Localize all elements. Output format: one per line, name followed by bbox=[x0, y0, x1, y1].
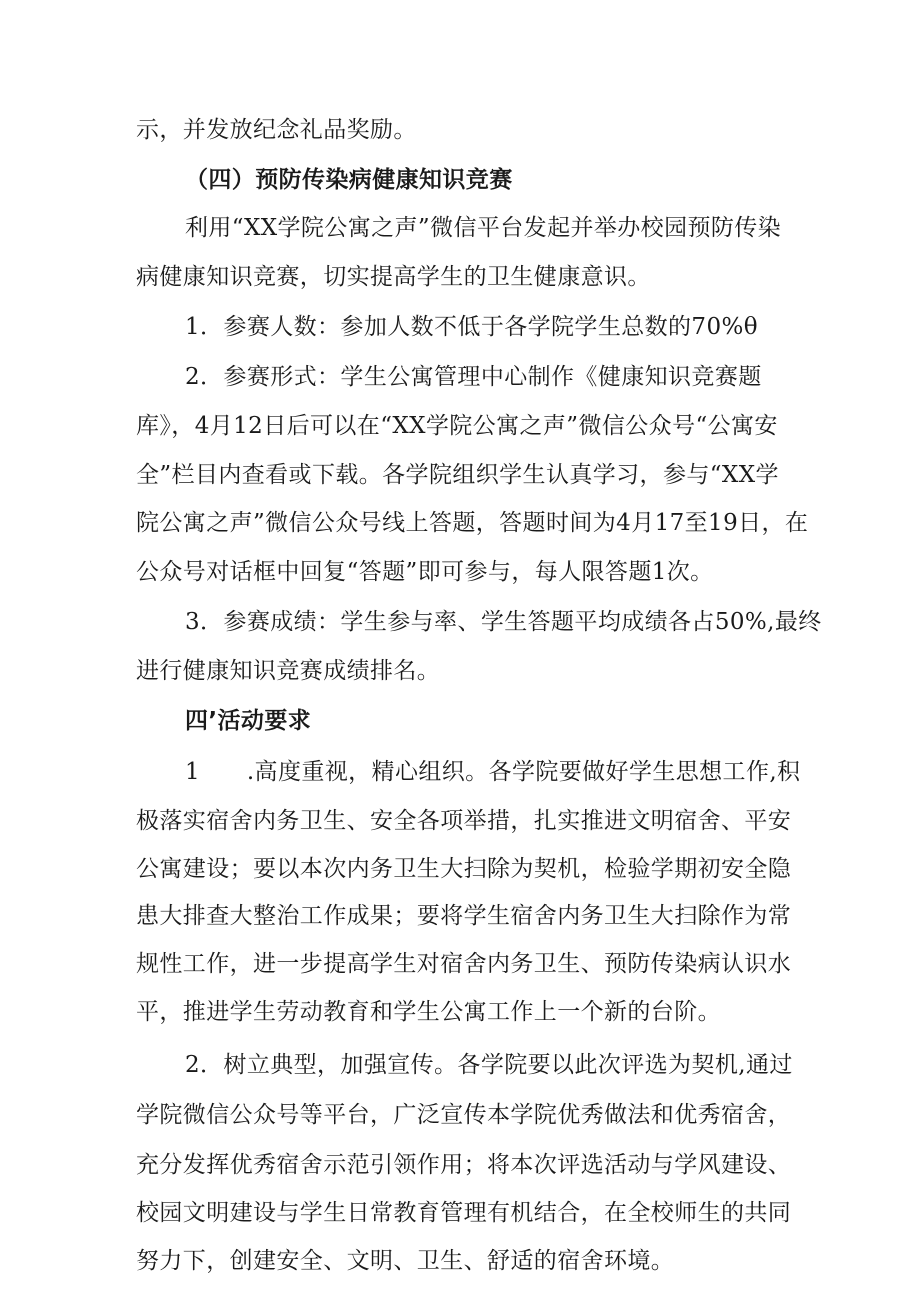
requirement-2-line-1: 2．树立典型，加强宣传。各学院要以此次评选为契机,通过 bbox=[185, 1052, 793, 1078]
requirement-1-line-3: 公寓建设；要以本次内务卫生大扫除为契机，检验学期初安全隐 bbox=[136, 856, 792, 882]
item-format-line-3: 全”栏目内查看或下载。各学院组织学生认真学习，参与“XX学 bbox=[136, 462, 779, 488]
requirement-1-line-1: 1 .高度重视，精心组织。各学院要做好学生思想工作,积 bbox=[185, 759, 801, 785]
paragraph-competition-line-1: 利用“XX学院公寓之声”微信平台发起并举办校园预防传染 bbox=[185, 215, 782, 241]
requirement-1-line-2: 极落实宿舍内务卫生、安全各项举措，扎实推进文明宿舍、平安 bbox=[136, 808, 792, 834]
section-heading-competition: （四）预防传染病健康知识竞赛 bbox=[185, 167, 513, 193]
requirement-2-line-5: 努力下，创建安全、文明、卫生、舒适的宿舍环境。 bbox=[136, 1248, 675, 1274]
item-format-line-4: 院公寓之声”微信公众号线上答题，答题时间为4月17至19日，在 bbox=[136, 510, 809, 536]
requirement-2-line-2: 学院微信公众号等平台，广泛宣传本学院优秀做法和优秀宿舍， bbox=[136, 1102, 792, 1128]
requirement-2-line-3: 充分发挥优秀宿舍示范引领作用；将本次评选活动与学风建设、 bbox=[136, 1152, 792, 1178]
section-heading-requirements: 四’活动要求 bbox=[185, 708, 312, 734]
item-results-line-1: 3．参赛成绩：学生参与率、学生答题平均成绩各占50%,最终 bbox=[185, 609, 822, 635]
item-participants: 1．参赛人数：参加人数不低于各学院学生总数的70%θ bbox=[185, 314, 759, 340]
requirement-1-line-5: 规性工作，进一步提高学生对宿舍内务卫生、预防传染病认识水 bbox=[136, 951, 792, 977]
requirement-1-line-6: 平，推进学生劳动教育和学生公寓工作上一个新的台阶。 bbox=[136, 999, 721, 1025]
item-format-line-1: 2．参赛形式：学生公寓管理中心制作《健康知识竞赛题 bbox=[185, 364, 762, 390]
paragraph-competition-line-2: 病健康知识竞赛，切实提高学生的卫生健康意识。 bbox=[136, 264, 651, 290]
item-format-line-2: 库》，4月12日后可以在“XX学院公寓之声”微信公众号“公寓安 bbox=[136, 413, 778, 439]
requirement-2-line-4: 校园文明建设与学生日常教育管理有机结合，在全校师生的共同 bbox=[136, 1200, 792, 1226]
item-results-line-2: 进行健康知识竞赛成绩排名。 bbox=[136, 658, 441, 684]
requirement-1-line-4: 患大排查大整治工作成果；要将学生宿舍内务卫生大扫除作为常 bbox=[136, 903, 792, 929]
paragraph-prev-end: 示，并发放纪念礼品奖励。 bbox=[136, 117, 417, 143]
item-format-line-5: 公众号对话框中回复“答题”即可参与，每人限答题1次。 bbox=[136, 559, 714, 585]
